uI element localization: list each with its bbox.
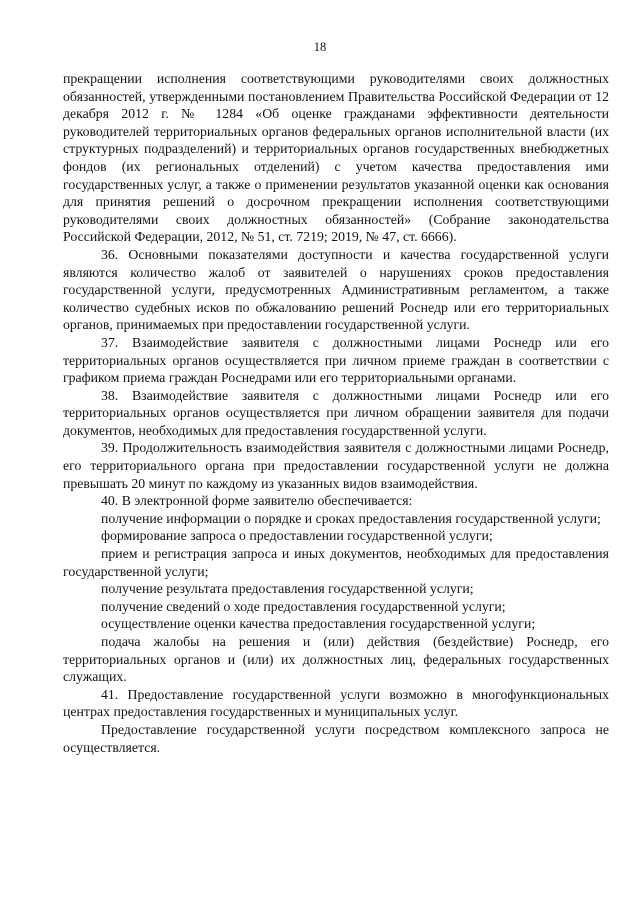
- paragraph-complex-request: Предоставление государственной услуги посредством комплексного запроса не осуществляется.: [63, 721, 609, 755]
- list-item: получение сведений о ходе предоставления государственной услуги;: [101, 598, 506, 614]
- paragraph-39: 39. Продолжительность взаимодействия заявителя с должностными лицами Роснедр, его территориального органа при предоставлении государственной услуги не должна превышать 20 минут по каждому из указанных видов взаимодействия.: [63, 440, 609, 491]
- paragraph-40: 40. В электронной форме заявителю обеспечивается:: [101, 493, 413, 509]
- list-item: получение результата предоставления государственной услуги;: [101, 581, 474, 597]
- list-item: получение информации о порядке и сроках предоставления государственной услуги;: [101, 510, 601, 526]
- paragraph-continuation: прекращении исполнения соответствующими руководителями своих должностных обязанностей, утвержденными постановлением Правительства Российской Федерации от 12 декабря 2012 г. № 1284 «Об оценке гражданами эффективности деятельности руководителей территориальных органов федеральных органов исполнительной власти (их структурных подразделений) и территориальных органов государственных внебюджетных фондов (их региональных отделений) с учетом качества предоставления ими государственных услуг, а также о применении результатов указанной оценки как основания для принятия решений о досрочном прекращении исполнения соответствующими руководителями своих должностных обязанностей» (Собрание законодательства Российской Федерации, 2012, № 51, ст. 7219; 2019, № 47, ст. 6666).: [63, 71, 609, 245]
- paragraph-36: 36. Основными показателями доступности и качества государственной услуги являются количество жалоб от заявителей о нарушениях сроков предоставления государственной услуги, предусмотренных Административным регламентом, а также количество судебных исков по обжалованию решений Роснедр или его территориальных органов, принимаемых при предоставлении государственной услуги.: [63, 246, 609, 333]
- document-body: [63, 70, 609, 756]
- paragraph-41: 41. Предоставление государственной услуги возможно в многофункциональных центрах предоставления государственных и муниципальных услуг.: [63, 686, 609, 720]
- paragraph-37: 37. Взаимодействие заявителя с должностными лицами Роснедр или его территориальных органов осуществляется при личном приеме граждан в соответствии с графиком приема граждан Роснедрами или его территориальными органами.: [63, 334, 609, 386]
- list-item: подача жалобы на решения и (или) действия (бездействие) Роснедр, его территориальных органов и (или) их должностных лиц, федеральных государственных служащих.: [63, 634, 609, 685]
- list-item: формирование запроса о предоставлении государственной услуги;: [101, 528, 493, 544]
- page-number: 18: [313, 40, 327, 54]
- list-item: осуществление оценки качества предоставления государственной услуги;: [101, 616, 536, 632]
- paragraph-38: 38. Взаимодействие заявителя с должностными лицами Роснедр или его территориальных органов осуществляется при личном обращении заявителя для подачи документов, необходимых для предоставления государственной услуги.: [63, 387, 609, 438]
- list-item: прием и регистрация запроса и иных документов, необходимых для предоставления государственной услуги;: [63, 546, 609, 579]
